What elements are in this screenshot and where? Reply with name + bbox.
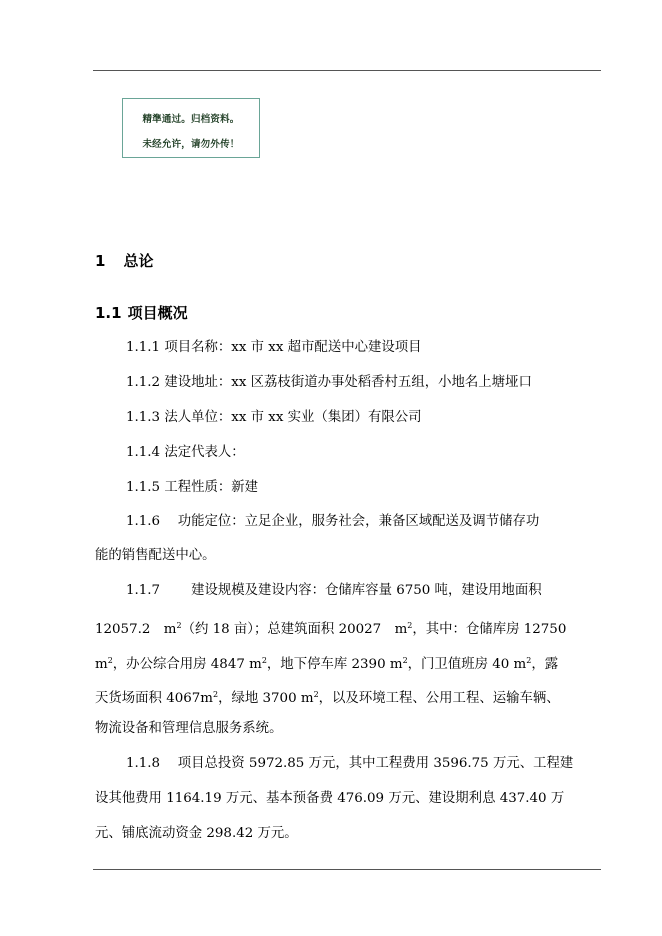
item-1-1-4: 1.1.4 法定代表人： — [126, 445, 245, 460]
item-1-1-7-line-1: 1.1.7 建设规模及建设内容：仓储库容量 6750 吨，建设用地面积 — [126, 583, 542, 598]
item-1-1-8-line-3: 元、铺底流动资金 298.42 万元。 — [95, 826, 298, 841]
item-1-1-7-line-4: 天货场面积 $4067m^2$，绿地 3700 $m^2$，以及环境工程、公用工程、运输车辆、 — [95, 690, 560, 706]
item-1-1-2: 1.1.2 建设地址：xx 区荔枝街道办事处稻香村五组，小地名上塘垭口 — [126, 375, 532, 390]
superscript-2: 2 — [176, 621, 182, 630]
superscript-2: 2 — [107, 656, 113, 665]
superscript-2: 2 — [526, 656, 532, 665]
superscript-2: 2 — [261, 656, 267, 665]
item-1-1-1: 1.1.1 项目名称：xx 市 xx 超市配送中心建设项目 — [126, 340, 422, 355]
superscript-2: 2 — [407, 621, 413, 630]
superscript-2: 2 — [402, 656, 408, 665]
notice-stamp — [122, 98, 260, 158]
heading-1-title: 总论 — [123, 252, 154, 270]
item-1-1-8-line-1: 1.1.8 项目总投资 5972.85 万元，其中工程费用 3596.75 万元、工程建 — [126, 756, 574, 771]
header-rule — [93, 70, 601, 71]
heading-1 — [95, 250, 153, 271]
footer-rule — [93, 869, 601, 870]
item-1-1-7-line-5: 物流设备和管理信息服务系统。 — [95, 721, 283, 736]
heading-2-number: 1.1 — [95, 304, 122, 322]
item-1-1-8-line-2: 设其他费用 1164.19 万元、基本预备费 476.09 万元、建设期利息 437.40 万 — [95, 791, 565, 806]
notice-line-1: 精準通过。归档资料。 — [142, 114, 240, 125]
item-1-1-5: 1.1.5 工程性质：新建 — [126, 480, 259, 495]
item-1-1-7-line-2: 12057.2 $m^2$（约 18 亩）；总建筑面积 20027 $m^2$，其中：仓储库房 12750 — [95, 621, 567, 637]
heading-2 — [95, 302, 188, 323]
item-1-1-3: 1.1.3 法人单位：xx 市 xx 实业（集团）有限公司 — [126, 410, 422, 425]
item-1-1-6-line-2: 能的销售配送中心。 — [95, 548, 216, 563]
superscript-2: 2 — [213, 690, 219, 699]
notice-line-2: 未经允许，请勿外传！ — [142, 139, 240, 150]
item-1-1-7-line-3: $m^2$，办公综合用房 4847 $m^2$，地下停车库 2390 $m^2$，门卫值班房 40 $m^2$，露 — [95, 656, 559, 672]
item-1-1-6-line-1: 1.1.6 功能定位：立足企业，服务社会，兼备区域配送及调节储存功 — [126, 514, 540, 529]
heading-2-title: 项目概况 — [127, 304, 188, 322]
superscript-2: 2 — [313, 690, 319, 699]
heading-1-number: 1 — [95, 252, 106, 270]
